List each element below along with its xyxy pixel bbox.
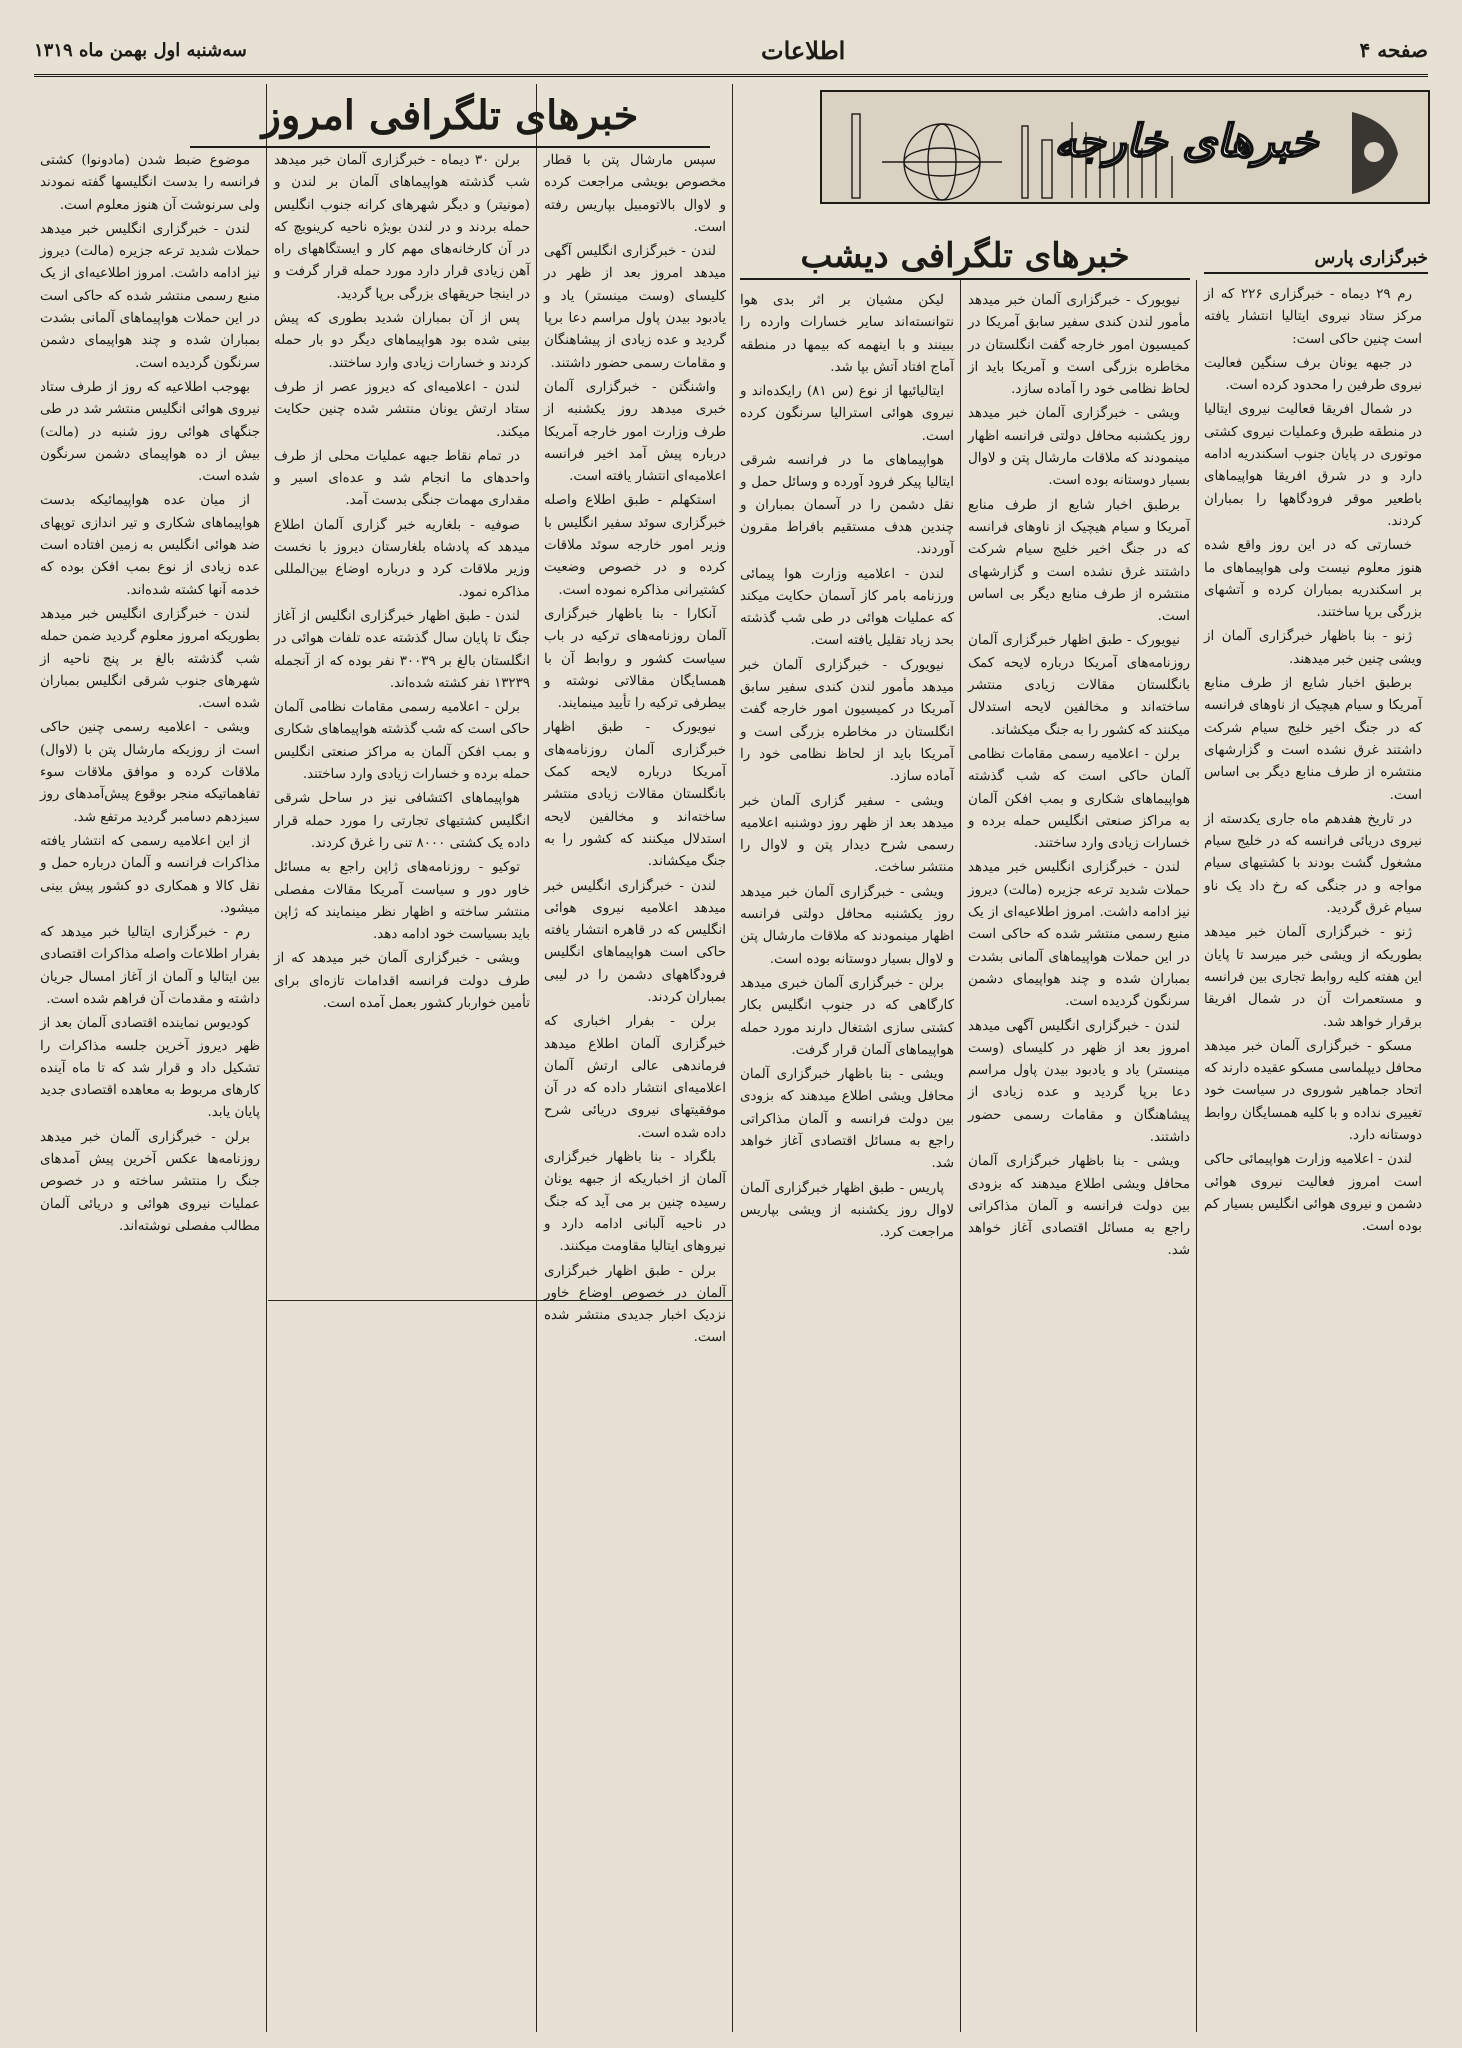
news-column-4 [734,290,960,2032]
news-paragraph: پس از آن بمباران شدید بطوری که پیش بینی شده بود هواپیماهای دیگر دو بار حمله کردند و خسارات زیادی وارد ساختند. [274,311,530,371]
news-paragraph: خسارتی که در این روز واقع شده هنوز معلوم نیست ولی هواپیماهای ما بر اسکندریه بمباران کرده و آتشهای بزرگی برپا ساختند. [1204,538,1422,621]
foreign-news-banner [820,90,1430,204]
column-divider [732,84,733,2032]
news-column-4b [962,290,1196,2032]
news-paragraph: ویشی - اعلامیه رسمی چنین حاکی است از روزیکه مارشال پتن با (لاوال) ملاقات کرده و موافق ملاقات سوء تفاهماتیکه منجر بوقوع پیش‌آمدهای روز سیزدهم دسامبر گردید مرتفع شد. [40,720,260,825]
news-paragraph: نیویورک - خبرگزاری آلمان خبر میدهد مأمور لندن کندی سفیر سابق آمریکا در کمیسیون امور خارجه گفت انگلستان در مخاطره بزرگی است و آمریکا باید از لحاظ نظامی خود را آماده سازد. [968,293,1190,398]
news-column-1 [34,150,266,2032]
news-column-3 [538,150,732,2032]
news-paragraph: نیویورک - طبق اظهار خبرگزاری آلمان روزنامه‌های آمریکا درباره لایحه کمک بانگلستان مقالات زیادی منتشر ساخته‌اند و مخالفین لایحه استدلال میکنند که کشور را به جنگ میکشاند. [968,633,1190,738]
news-paragraph: هواپیماهای اکتشافی نیز در ساحل شرقی انگلیس کشتیهای تجارتی را مورد حمله قرار داده یک کشتی ۸۰۰۰ تنی را غرق کردند. [274,791,530,851]
news-paragraph: لیکن مشیان بر اثر بدی هوا نتوانسته‌اند سایر خسارات وارده را ببینند و با اینهمه که بیمها در منطقه آماج افتاد آتش بپا شد. [740,293,954,375]
news-paragraph: در شمال افریقا فعالیت نیروی ایتالیا در منطقه طبرق وعملیات نیروی کشتی موتوری در پایان جنوب اسکندریه ادامه دارد و در شرق افریقا هواپیماهای باطعیر موقر فرودگاهها را بمباران کردند. [1204,402,1422,529]
news-paragraph: برلن - بفرار اخباری که خبرگزاری آلمان اطلاع میدهد فرماندهی عالی ارتش آلمان اعلامیه‌ای انتشار داده که در آن موفقیتهای نیروی دریائی شرح داده شده است. [544,1014,726,1141]
news-paragraph: نیویورک - طبق اظهار خبرگزاری آلمان روزنامه‌های آمریکا درباره لایحه کمک بانگلستان مقالات زیادی منتشر ساخته‌اند و مخالفین لایحه استدلال میکنند که کشور را به جنگ میکشاند. [544,720,726,870]
news-paragraph: برلن - طبق اظهار خبرگزاری آلمان در خصوص اوضاع خاور نزدیک اخبار جدیدی منتشر شده است. [544,1263,726,1346]
news-paragraph: استکهلم - طبق اطلاع واصله خبرگزاری سوئد سفیر انگلیس با وزیر امور خارجه سوئد ملاقات کرده و در خصوص وضعیت کشتیرانی مذاکره نموده است. [544,493,726,598]
news-paragraph: موضوع ضبط شدن (مادونوا) کشتی فرانسه را بدست انگلیسها گفته نمودند ولی سرنوشت آن هنوز معلوم است. [40,153,260,213]
news-paragraph: رم - خبرگزاری ایتالیا خبر میدهد که بفرار اطلاعات واصله مذاکرات اقتصادی بین ایتالیا و آلمان از آغاز امسال جریان داشته و مقدمات آن فراهم شده است. [40,925,260,1007]
headline-last-night-telegraph: خبرهای تلگرافی دیشب [740,234,1190,280]
news-paragraph: برلن - اعلامیه رسمی مقامات نظامی آلمان حاکی است که شب گذشته هواپیماهای شکاری و بمب افکن آلمان به مراکز صنعتی انگلیس حمله برده و خسارات زیادی وارد ساختند. [968,746,1190,852]
news-column-2 [268,150,536,2032]
news-paragraph: لندن - خبرگزاری انگلیس خبر میدهد بطوریکه امروز معلوم گردید ضمن حمله شب گذشته بالغ بر پنج ناحیه از شهرهای جنوب شرقی انگلیس بمباران شده است. [40,606,260,712]
column-divider [536,84,537,2032]
news-paragraph: برلن - خبرگزاری آلمان خبر میدهد روزنامه‌ها عکس آخرین پیش آمدهای جنگ را منتشر ساخته و در خصوص عملیات نیروی هوائی و دریائی آلمان مطالب مفصلی نوشته‌اند. [40,1129,260,1234]
news-paragraph: رم ۲۹ دیماه - خبرگزاری ۲۲۶ که از مرکز ستاد نیروی ایتالیا انتشار یافته است چنین حاکی است: [1204,287,1422,347]
news-paragraph: ژنو - خبرگزاری آلمان خبر میدهد بطوریکه از ویشی خبر میرسد تا پایان این هفته کلیه روابط تجاری بین فرانسه و مستعمرات آن در شمال افریقا برقرار خواهد شد. [1204,925,1422,1030]
news-paragraph: لندن - خبرگزاری انگلیس خبر میدهد اعلامیه نیروی هوائی انگلیس که در قاهره انتشار یافته حاکی است هواپیماهای انگلیس فرودگاههای دشمن را در لیبی بمباران کردند. [544,878,726,1005]
issue-date: سه‌شنبه اول بهمن ماه ۱۳۱۹ [34,39,247,61]
news-paragraph: کودیوس نماینده اقتصادی آلمان بعد از ظهر دیروز آخرین جلسه مذاکرات را تشکیل داد و قرار شد که تا ماه آینده کارهای مربوط به معاهده اقتصادی جدید پایان یابد. [40,1016,260,1121]
news-paragraph: لندن - اعلامیه‌ای که دیروز عصر از طرف ستاد ارتش یونان منتشر شده چنین حکایت میکند. [274,379,530,440]
news-paragraph: ژنو - بنا باظهار خبرگزاری آلمان از ویشی چنین خبر میدهند. [1204,629,1422,667]
headline-today-telegraph: خبرهای تلگرافی امروز [190,86,710,148]
foreign-news-title: خبرهای خارجه [1054,116,1318,167]
news-paragraph: بلگراد - بنا باظهار خبرگزاری آلمان از اخباریکه از جبهه یونان رسیده چنین بر می آید که جنگ در ناحیه آلبانی ادامه دارد و نیروهای ایتالیا مقاومت میکنند. [544,1150,726,1255]
news-paragraph: ویشی - خبرگزاری آلمان خبر میدهد روز یکشنبه محافل دولتی فرانسه اظهار مینمودند که ملاقات مارشال پتن و لاوال بسیار دوستانه بوده است. [740,884,954,967]
news-paragraph: سپس مارشال پتن با قطار مخصوص بویشی مراجعت کرده و لاوال بالاتومبیل بپاریس رفته است. [544,153,726,235]
news-paragraph: لندن - خبرگزاری انگلیس خبر میدهد حملات شدید ترعه جزیره (مالت) دیروز نیز ادامه داشت. امروز اطلاعیه‌ای از یک منبع رسمی منتشر شده که حاکی است در این حملات هواپیماهای آلمانی بشدت بمباران شده و چند هواپیمای دشمن سرنگون گردیده است. [968,860,1190,1010]
news-paragraph: از این اعلامیه رسمی که انتشار یافته مذاکرات فرانسه و آلمان درباره حمل و نقل کالا و همکاری دو کشور پیش بینی میشود. [40,833,260,916]
masthead-rule [34,74,1428,77]
news-paragraph: لندن - خبرگزاری انگلیس آگهی میدهد امروز بعد از ظهر در کلیسای (وست مینستر) یاد و یادبود بیدن پاول مراسم دعا برپا گردید و عده زیادی از پیشاهنگان و مقامات رسمی حضور داشتند. [968,1018,1190,1145]
news-paragraph: نیویورک - خبرگزاری آلمان خبر میدهد مأمور لندن کندی سفیر سابق آمریکا در کمیسیون امور خارجه گفت انگلستان در مخاطره بزرگی است و آمریکا باید از لحاظ نظامی خود را آماده سازد. [740,657,954,785]
news-paragraph: ویشی - بنا باظهار خبرگزاری آلمان محافل ویشی اطلاع میدهند که بزودی بین دولت فرانسه و آلمان مذاکراتی راجع به مسائل اقتصادی آغاز خواهد شد. [740,1067,954,1172]
news-paragraph: ویشی - سفیر گزاری آلمان خبر میدهد بعد از ظهر روز دوشنبه اعلامیه رسمی شرح دیدار پتن و لاوال را منتشر ساخت. [740,793,954,876]
news-paragraph: ویشی - خبرگزاری آلمان خبر میدهد که از طرف دولت فرانسه اقدامات تازه‌ای برای تأمین خواربار کشور بعمل آمده است. [274,951,530,1011]
news-paragraph: لندن - خبرگزاری انگلیس آگهی میدهد امروز بعد از ظهر در کلیسای (وست مینستر) یاد و یادبود بیدن پاول مراسم دعا برپا گردید و عده زیادی از پیشاهنگان و مقامات رسمی حضور داشتند. [544,244,726,371]
news-paragraph: توکیو - روزنامه‌های ژاپن راجع به مسائل خاور دور و سیاست آمریکا مقالات مفصلی منتشر ساخته و اظهار نظر مینمایند که ژاپن باید بسیاست خود ادامه دهد. [274,860,530,943]
news-paragraph: هواپیماهای ما در فرانسه شرقی ایتالیا پیکر فرود آورده و وسائل حمل و نقل دشمن را در آسمان بمباران و چندین هدف مستقیم بافراط مقرون آوردند. [740,453,954,558]
news-paragraph: مسکو - خبرگزاری آلمان خبر میدهد محافل دیپلماسی مسکو عقیده دارند که اتحاد جماهیر شوروی در سیاست خود تغییری نداده و با کلیه همسایگان روابط دوستانه دارد. [1204,1038,1422,1143]
section-divider [268,1300,732,1301]
column-divider [960,280,961,2032]
news-paragraph: در تاریخ هفدهم ماه جاری یکدسته از نیروی دریائی فرانسه که در خلیج سیام مشغول گشت بودند با کشتیهای سیام مواجه و در جنگی که رخ داد یک ناو سیام غرق گردید. [1204,811,1422,917]
column-divider [1196,280,1197,2032]
news-paragraph: برلن ۳۰ دیماه - خبرگزاری آلمان خبر میدهد شب گذشته هواپیماهای آلمان بر لندن و (مونیتر) و دیگر شهرهای کرانه جنوب انگلیس حمله بردند و در لندن بویژه ناحیه کرینویچ که در آن کارخانه‌های مهم کار و ایستگاههای راه آهن زیادی قرار دارد مورد حمله قرار گرفت و در اینجا حریقهای بزرگی برپا گردید. [274,153,530,302]
news-paragraph: برلن - اعلامیه رسمی مقامات نظامی آلمان حاکی است که شب گذشته هواپیماهای شکاری و بمب افکن آلمان به مراکز صنعتی انگلیس حمله برده و خسارات زیادی وارد ساختند. [274,700,530,783]
news-paragraph: برطبق اخبار شایع از طرف منابع آمریکا و سیام هیچیک از ناوهای فرانسه که در جنگ اخیر خلیج سیام شرکت داشتند غرق نشده است و گزارشهای منتشره از طرف منابع دیگر بی اساس است. [968,497,1190,625]
news-paragraph: ویشی - خبرگزاری آلمان خبر میدهد روز یکشنبه محافل دولتی فرانسه اظهار مینمودند که ملاقات مارشال پتن و لاوال بسیار دوستانه بوده است. [968,406,1190,489]
news-paragraph: در تمام نقاط جبهه عملیات محلی از طرف واحدهای ما انجام شد و عده‌ای اسیر و مقداری مهمات جنگی بدست آمد. [274,448,530,509]
news-paragraph: برطبق اخبار شایع از طرف منابع آمریکا و سیام هیچیک از ناوهای فرانسه که در جنگ اخیر خلیج سیام شرکت داشتند غرق نشده است و گزارشهای منتشره از طرف منابع دیگر بی اساس است. [1204,676,1422,803]
news-paragraph: صوفیه - بلغاریه خبر گزاری آلمان اطلاع میدهد که پادشاه بلغارستان دیروز با نخست وزیر ملاقات کرد و درباره اوضاع بین‌المللی مذاکره نمود. [274,517,530,600]
news-paragraph: لندن - اعلامیه وزارت هوا پیمائی ورزنامه بامر کاز آسمان حکایت میکند که عملیات هوائی در طی شب گذشته بحد زیاد تقلیل یافته است. [740,566,954,649]
news-paragraph: آنکارا - بنا باظهار خبرگزاری آلمان روزنامه‌های ترکیه در باب سیاست کشور و روابط آن با همسایگان مقالاتی نوشته و بیطرفی ترکیه را تأیید مینمایند. [544,606,726,712]
pars-agency-label: خبرگزاری پارس [1204,244,1428,274]
news-column-5 [1198,284,1428,2032]
news-paragraph: لندن - طبق اظهار خبرگزاری انگلیس از آغاز جنگ تا پایان سال گذشته عده تلفات هوائی در انگلستان بالغ بر ۳۰۰۳۹ نفر بوده که از آنجمله ۱۳۲۳۹ نفر کشته شده‌اند. [274,608,530,691]
masthead [34,28,1428,72]
news-paragraph: بهوجب اطلاعیه که روز از طرف ستاد نیروی هوائی انگلیس منتشر شد در طی جنگهای هوائی روز شنبه در (مالت) بیش از ده هواپیمای دشمن سرنگون شده است. [40,379,260,485]
news-paragraph: برلن - خبرگزاری آلمان خبری میدهد کارگاهی که در جنوب انگلیس بکار کشتی سازی اشتغال دارند مورد حمله هواپیماهای آلمان قرار گرفت. [740,975,954,1058]
news-paragraph: ایتالیائیها از نوع (س ۸۱) رایکده‌اند و نیروی هوائی استرالیا سرنگون کرده است. [740,384,954,444]
news-paragraph: پاریس - طبق اظهار خبرگزاری آلمان لاوال روز یکشنبه از ویشی بپاریس مراجعت کرد. [740,1180,954,1241]
page-number: صفحه ۴ [1359,38,1428,62]
news-paragraph: لندن - خبرگزاری انگلیس خبر میدهد حملات شدید ترعه جزیره (مالت) دیروز نیز ادامه داشت. امروز اطلاعیه‌ای از یک منبع رسمی منتشر شده که حاکی است در این حملات هواپیماهای آلمانی بشدت بمباران شده و چند هواپیمای دشمن سرنگون گردیده است. [40,221,260,371]
newspaper-name: اطلاعات [761,35,846,65]
news-paragraph: از میان عده هواپیمائیکه بدست هواپیماهای شکاری و تیر اندازی توپهای ضد هوائی انگلیس به زمین افتاده است عده زیادی از نوع بمب افکن بوده که خدمه آنها کشته شده‌اند. [40,493,260,598]
news-paragraph: لندن - اعلامیه وزارت هواپیمائی حاکی است امروز فعالیت نیروی هوائی دشمن و نیروی هوائی انگلیس بسیار کم بوده است. [1204,1152,1422,1235]
column-divider [266,84,267,2032]
news-paragraph: در جبهه یونان برف سنگین فعالیت نیروی طرفین را محدود کرده است. [1204,355,1422,394]
news-paragraph: ویشی - بنا باظهار خبرگزاری آلمان محافل ویشی اطلاع میدهند که بزودی بین دولت فرانسه و آلمان مذاکراتی راجع به مسائل اقتصادی آغاز خواهد شد. [968,1154,1190,1259]
news-paragraph: واشنگتن - خبرگزاری آلمان خبری میدهد روز یکشنبه از طرف وزارت امور خارجه آمریکا درباره پیش آمد اخیر فرانسه اعلامیه‌ای انتشار یافته است. [544,379,726,485]
